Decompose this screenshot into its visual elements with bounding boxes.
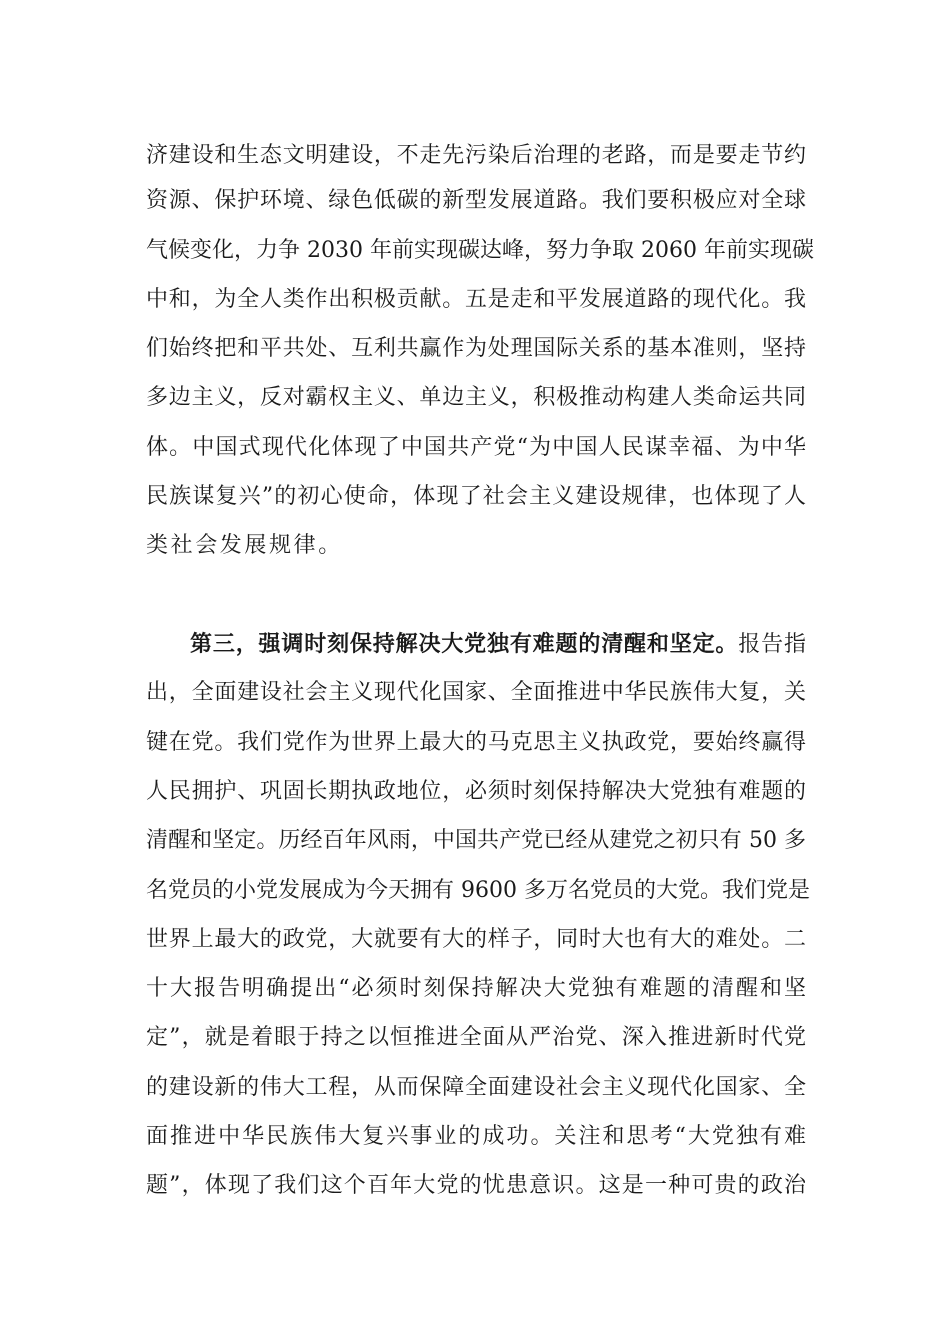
- paragraph-2-line-11: 面推进中华民族伟大复兴事业的成功。关注和思考“大党独有难: [146, 1124, 806, 1149]
- paragraph-2-line-2: 出，全面建设社会主义现代化国家、全面推进中华民族伟大复，关: [146, 680, 806, 705]
- section-heading: 第三，强调时刻保持解决大党独有难题的清醒和坚定。: [190, 631, 739, 657]
- paragraph-2-line-3: 键在党。我们党作为世界上最大的马克思主义执政党，要始终赢得: [146, 730, 806, 755]
- paragraph-1-line-7: 体。中国式现代化体现了中国共产党“为中国人民谋幸福、为中华: [146, 435, 806, 460]
- paragraph-2-line-12: 题”，体现了我们这个百年大党的忧患意识。这是一种可贵的政治: [146, 1173, 806, 1198]
- paragraph-2-line-9: 定”，就是着眼于持之以恒推进全面从严治党、深入推进新时代党: [146, 1025, 806, 1050]
- paragraph-2-line-6: 名党员的小党发展成为今天拥有 9600 多万名党员的大党。我们党是: [146, 878, 810, 903]
- paragraph-1-line-3: 气候变化，力争 2030 年前实现碳达峰，努力争取 2060 年前实现碳: [146, 238, 814, 263]
- paragraph-2-first-line: [190, 624, 806, 664]
- paragraph-1-line-2: 资源、保护环境、绿色低碳的新型发展道路。我们要积极应对全球: [146, 188, 806, 213]
- paragraph-1-line-8: 民族谋复兴”的初心使命，体现了社会主义建设规律，也体现了人: [146, 484, 806, 509]
- paragraph-2-line-7: 世界上最大的政党，大就要有大的样子，同时大也有大的难处。二: [146, 927, 806, 952]
- paragraph-1-line-9: 类社会发展规律。: [146, 533, 343, 558]
- paragraph-1-line-6: 多边主义，反对霸权主义、单边主义，积极推动构建人类命运共同: [146, 385, 806, 410]
- paragraph-2-line-8: 十大报告明确提出“必须时刻保持解决大党独有难题的清醒和坚: [146, 976, 806, 1001]
- paragraph-2-line-10: 的建设新的伟大工程，从而保障全面建设社会主义现代化国家、全: [146, 1075, 806, 1100]
- paragraph-1-line-5: 们始终把和平共处、互利共赢作为处理国际关系的基本准则，坚持: [146, 336, 806, 361]
- paragraph-1-line-4: 中和，为全人类作出积极贡献。五是走和平发展道路的现代化。我: [146, 287, 806, 312]
- paragraph-2-first-line-rest: 报告指: [738, 632, 806, 657]
- paragraph-2-line-5: 清醒和坚定。历经百年风雨，中国共产党已经从建党之初只有 50 多: [146, 828, 806, 853]
- paragraph-2-line-4: 人民拥护、巩固长期执政地位，必须时刻保持解决大党独有难题的: [146, 779, 806, 804]
- paragraph-1-line-1: 济建设和生态文明建设，不走先污染后治理的老路，而是要走节约: [146, 143, 806, 168]
